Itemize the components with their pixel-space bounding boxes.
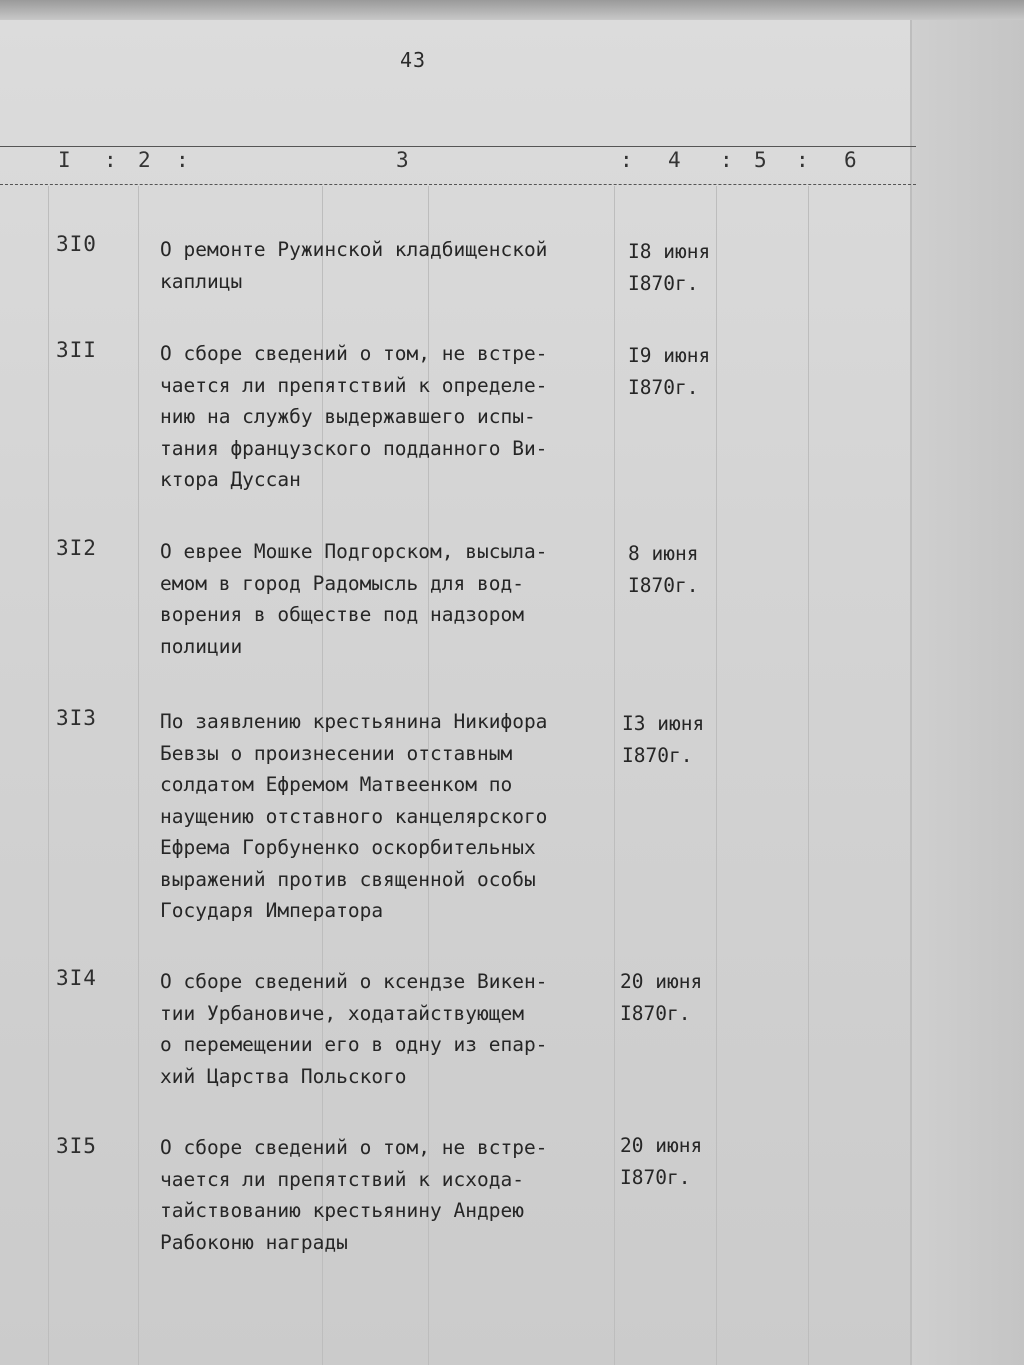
- column-header-5: 5: [754, 148, 767, 172]
- column-header-2: 2: [138, 148, 151, 172]
- column-divider: [808, 186, 809, 1365]
- entry-date: 20 июня I870г.: [620, 1134, 703, 1189]
- entry-title: О сборе сведений о ксендзе Викен- тии Урбановиче, ходатайствующем о перемещении его в одну из епар- хий Царства Польского: [160, 970, 548, 1088]
- underlying-page-edge: [910, 20, 1024, 1365]
- entry-title: О ремонте Ружинской кладбищенской каплицы: [160, 238, 548, 293]
- entry-number: 3II: [56, 338, 97, 362]
- column-divider: [48, 186, 49, 1365]
- page-number: 43: [400, 48, 427, 72]
- column-header-separator: :: [796, 148, 809, 172]
- entry-number: 3I5: [56, 1134, 97, 1158]
- column-header-6: 6: [844, 148, 857, 172]
- column-divider: [138, 186, 139, 1365]
- entry-date: I8 июня I870г.: [628, 240, 711, 295]
- entry-number: 3I2: [56, 536, 97, 560]
- page-top-edge: [0, 0, 1024, 20]
- column-header-separator: :: [104, 148, 117, 172]
- entry-title: О сборе сведений о том, не встре- чается ли препятствий к определе- нию на службу выдержавшего испы- тания французского подданного Ви- ктора Дуссан: [160, 342, 548, 491]
- column-header-separator: :: [620, 148, 633, 172]
- entry-title: О сборе сведений о том, не встре- чается ли препятствий к исхода- тайствованию крестьянину Андрею Рабоконю награды: [160, 1136, 548, 1254]
- column-header-separator: :: [720, 148, 733, 172]
- entry-number: 3I3: [56, 706, 97, 730]
- entry-date: 20 июня I870г.: [620, 970, 703, 1025]
- header-bottom-rule: [0, 184, 916, 185]
- column-header-1: I: [58, 148, 71, 172]
- entry-number: 3I0: [56, 232, 97, 256]
- column-header-3: 3: [396, 148, 409, 172]
- entry-title: О еврее Мошке Подгорском, высыла- емом в город Радомысль для вод- ворения в обществе под надзором полиции: [160, 540, 548, 658]
- entry-date: I9 июня I870г.: [628, 344, 711, 399]
- entry-date: 8 июня I870г.: [628, 542, 699, 597]
- entry-title: По заявлению крестьянина Никифора Бевзы о произнесении отставным солдатом Ефремом Матвеенком по наущению отставного канцелярского Ефрема Горбуненко оскорбительных выражений против священной особы Государя Императора: [160, 710, 548, 922]
- entry-date: I3 июня I870г.: [622, 712, 705, 767]
- column-divider: [716, 186, 717, 1365]
- header-top-rule: [0, 146, 916, 147]
- column-header-separator: :: [176, 148, 189, 172]
- column-header-4: 4: [668, 148, 681, 172]
- column-divider: [614, 186, 615, 1365]
- entry-number: 3I4: [56, 966, 97, 990]
